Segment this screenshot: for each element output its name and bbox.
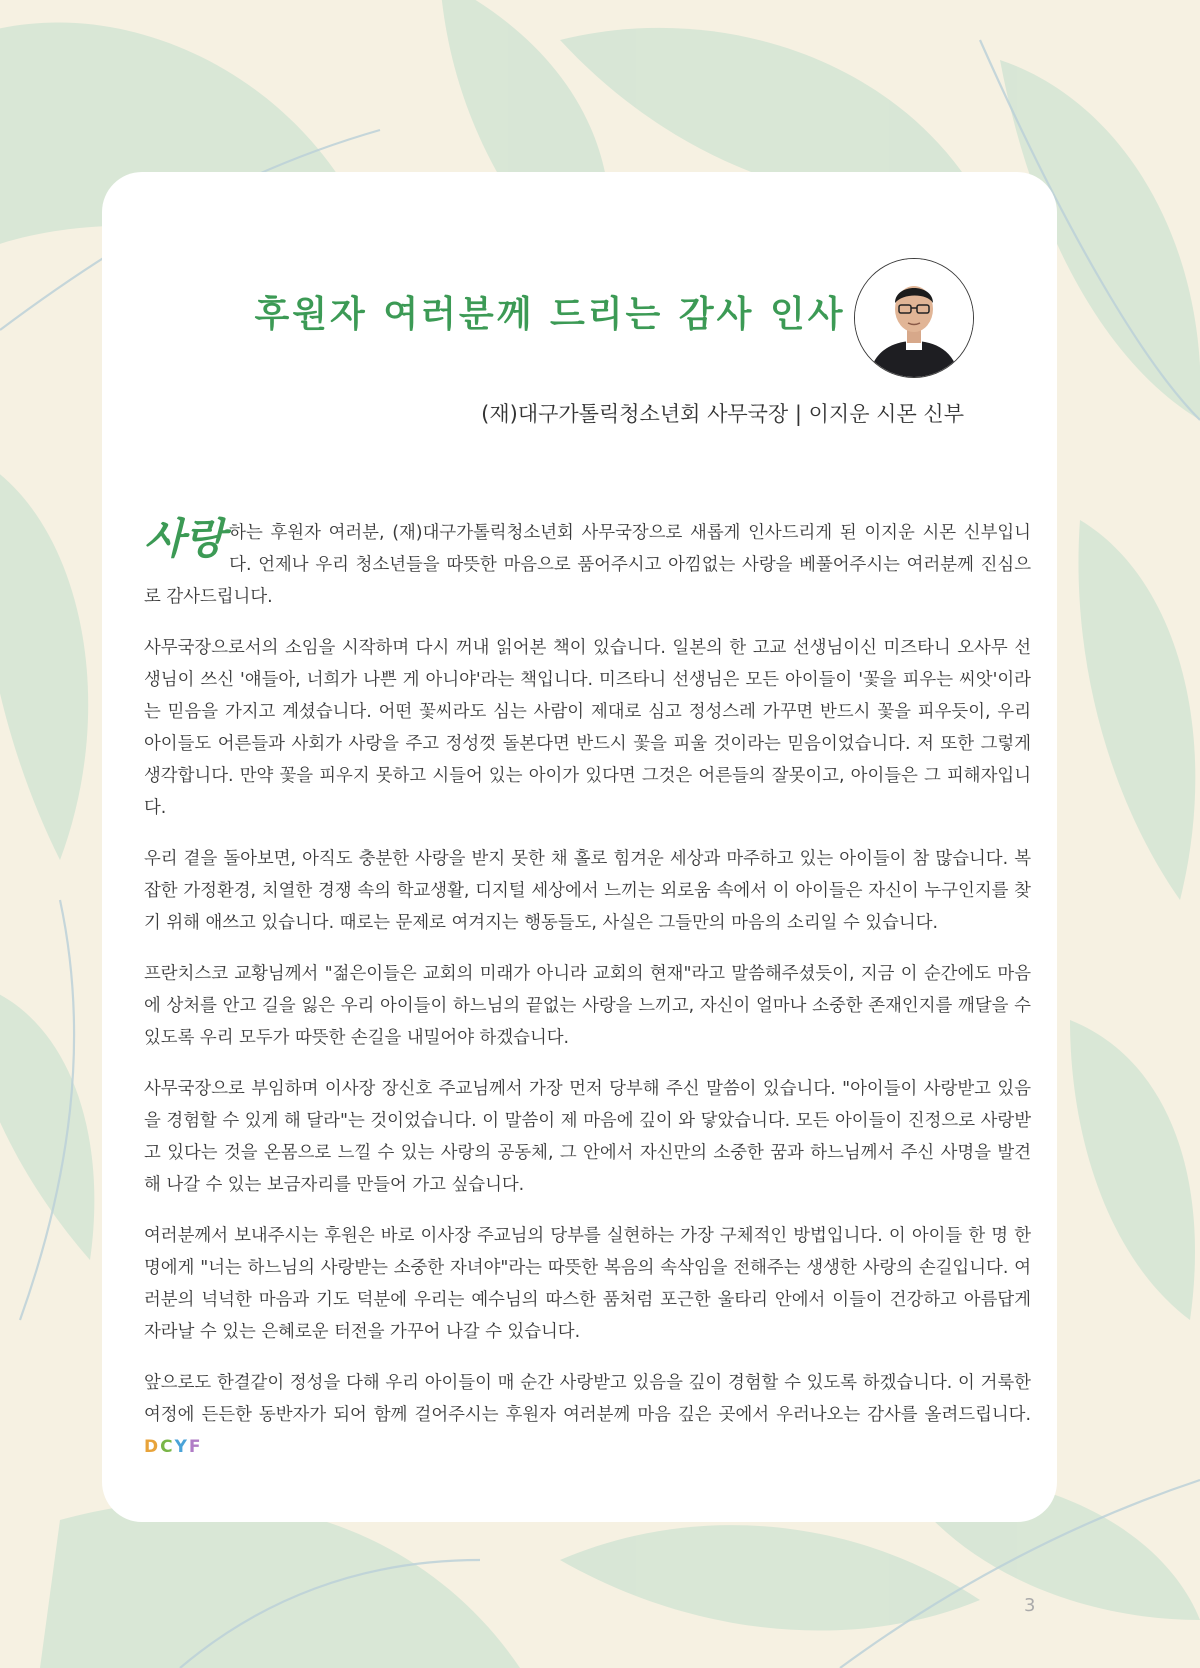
paragraph: 프란치스코 교황님께서 "젊은이들은 교회의 미래가 아니라 교회의 현재"라고 말씀해주셨듯이, 지금 이 순간에도 마음에 상처를 안고 길을 잃은 우리 아이들이 하느님의 끝없는 사랑을 느끼고, 자신이 얼마나 소중한 존재인지를 깨달을 수 있도록 우리 모두가 따뜻한 손길을 내밀어야 하겠습니다. <box>144 964 1031 1048</box>
paragraph: 우리 곁을 돌아보면, 아직도 충분한 사랑을 받지 못한 채 홀로 힘겨운 세상과 마주하고 있는 아이들이 참 많습니다. 복잡한 가정환경, 치열한 경쟁 속의 학교생활, 디지털 세상에서 느끼는 외로움 속에서 이 아이들은 자신이 누구인지를 찾기 위해 애쓰고 있습니다. 때로는 문제로 여겨지는 행동들도, 사실은 그들만의 마음의 소리일 수 있습니다. <box>144 849 1031 933</box>
author-portrait <box>854 258 974 378</box>
paragraph: 사무국장으로서의 소임을 시작하며 다시 꺼내 읽어본 책이 있습니다. 일본의 한 고교 선생님이신 미즈타니 오사무 선생님이 쓰신 '얘들아, 너희가 나쁜 게 아니야'라는 책입니다. 미즈타니 선생님은 모든 아이들이 '꽃을 피우는 씨앗'이라는 믿음을 가지고 계셨습니다. 어떤 꽃씨라도 심는 사람이 제대로 심고 정성스레 가꾸면 반드시 꽃을 피우듯이, 우리 아이들도 어른들과 사회가 사랑을 주고 정성껏 돌본다면 반드시 꽃을 피울 것이라는 믿음이었습니다. 저 또한 그렇게 생각합니다. 만약 꽃을 피우지 못하고 시들어 있는 아이가 있다면 그것은 어른들의 잘못이고, 아이들은 그 피해자입니다. <box>144 638 1031 818</box>
page-number: 3 <box>1024 1595 1036 1616</box>
paragraph: 여러분께서 보내주시는 후원은 바로 이사장 주교님의 당부를 실현하는 가장 구체적인 방법입니다. 이 아이들 한 명 한 명에게 "너는 하느님의 사랑받는 소중한 자녀야"라는 따뜻한 복음의 속삭임을 전해주는 생생한 사랑의 손길입니다. 여러분의 넉넉한 마음과 기도 덕분에 우리는 예수님의 따스한 품처럼 포근한 울타리 안에서 이들이 건강하고 아름답게 자라날 수 있는 은혜로운 터전을 가꾸어 나갈 수 있습니다. <box>144 1226 1031 1342</box>
paragraph <box>144 514 1031 613</box>
page-title: 후원자 여러분께 드리는 감사 인사 <box>254 294 846 335</box>
paragraph-text: 하는 후원자 여러분, (재)대구가톨릭청소년회 사무국장으로 새롭게 인사드리게 된 이지운 시몬 신부입니다. 언제나 우리 청소년들을 따뜻한 마음으로 품어주시고 아낌없는 사랑을 베풀어주시는 여러분께 진심으로 감사드립니다. <box>144 523 1031 607</box>
paragraph <box>144 1367 1031 1463</box>
letter-body <box>144 514 1031 1482</box>
drop-cap: 사랑 <box>144 514 226 563</box>
dcyf-logo: DCYF <box>144 1437 203 1457</box>
paragraph-text: 앞으로도 한결같이 정성을 다해 우리 아이들이 매 순간 사랑받고 있음을 깊이 경험할 수 있도록 하겠습니다. 이 거룩한 여정에 든든한 동반자가 되어 함께 걸어주시는 후원자 여러분께 마음 깊은 곳에서 우러나오는 감사를 올려드립니다. <box>144 1373 1031 1425</box>
paragraph: 사무국장으로 부임하며 이사장 장신호 주교님께서 가장 먼저 당부해 주신 말씀이 있습니다. "아이들이 사랑받고 있음을 경험할 수 있게 해 달라"는 것이었습니다. 이 말씀이 제 마음에 깊이 와 닿았습니다. 모든 아이들이 진정으로 사랑받고 있다는 것을 온몸으로 느낄 수 있는 사랑의 공동체, 그 안에서 자신만의 소중한 꿈과 하느님께서 주신 사명을 발견해 나갈 수 있는 보금자리를 만들어 가고 싶습니다. <box>144 1079 1031 1195</box>
author-byline: (재)대구가톨릭청소년회 사무국장 | 이지운 시몬 신부 <box>481 402 964 426</box>
